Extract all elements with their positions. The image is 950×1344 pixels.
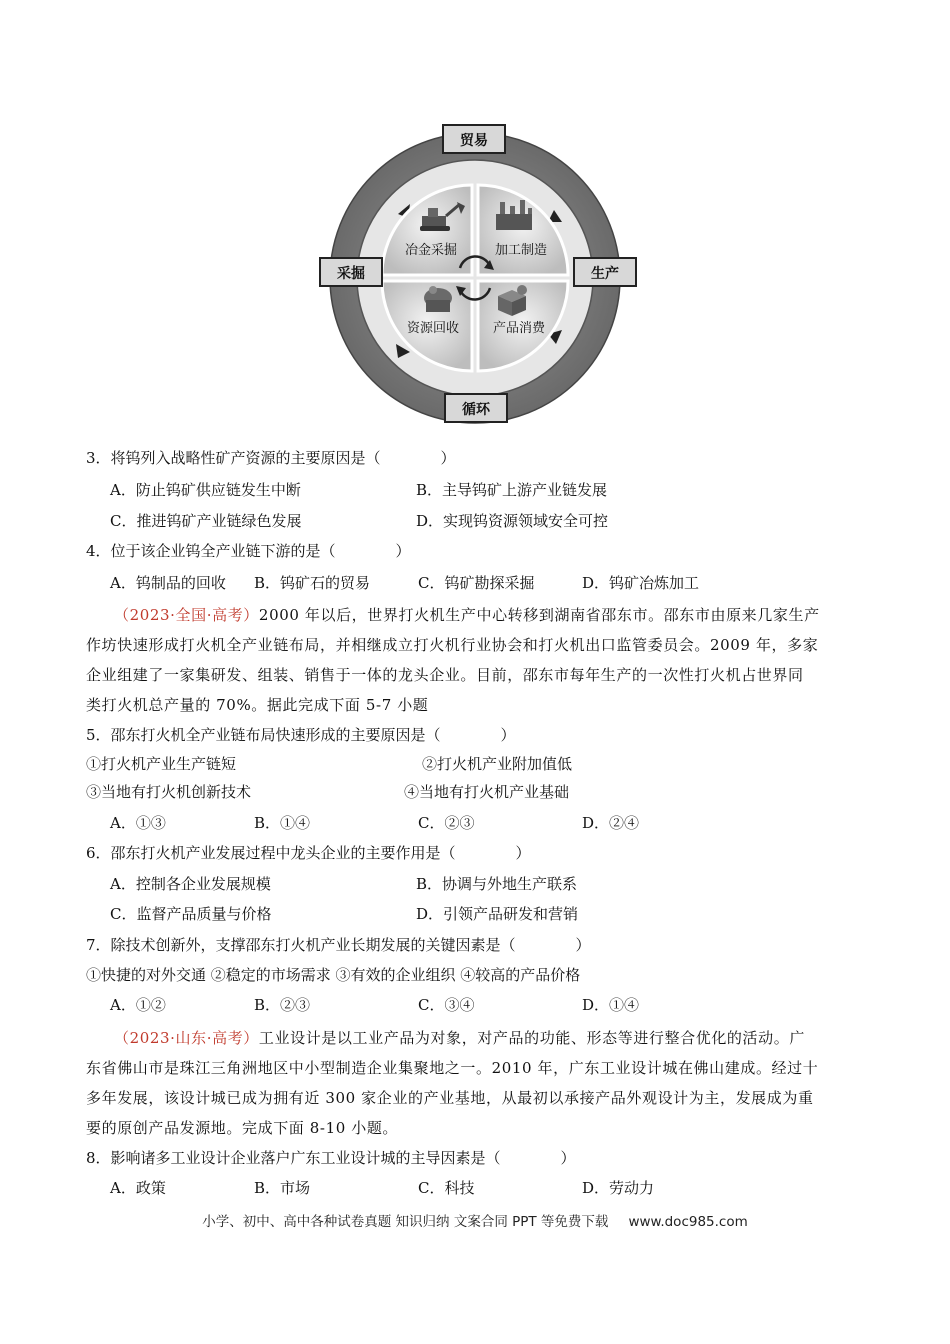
footer-url[interactable]: www.doc985.com [628, 1214, 748, 1230]
q6-stem: 6．邵东打火机产业发展过程中龙头企业的主要作用是（ ） [86, 844, 531, 862]
q5-option-a[interactable]: A．①③ [110, 814, 166, 832]
q8-option-a[interactable]: A．政策 [110, 1179, 166, 1197]
page-footer [0, 1210, 950, 1230]
q5-option-c[interactable]: C．②③ [418, 814, 475, 832]
passage2-line3: 多年发展，该设计城已成为拥有近 300 家企业的产业基地，从最初以承接产品外观设计为主，发展成为重 [86, 1089, 814, 1107]
passage1-line2: 作坊快速形成打火机全产业链布局，并相继成立打火机行业协会和打火机出口监管委员会。2009 年，多家 [86, 636, 819, 654]
q8-option-b[interactable]: B．市场 [254, 1179, 311, 1197]
q5-stem: 5．邵东打火机全产业链布局快速形成的主要原因是（ ） [86, 726, 516, 744]
quadrant-label-br: 产品消费 [492, 321, 546, 336]
q3-option-d[interactable]: D．实现钨资源领域安全可控 [416, 512, 609, 530]
q7-option-b[interactable]: B．②③ [254, 996, 311, 1014]
q6-option-a[interactable]: A．控制各企业发展规模 [110, 875, 271, 893]
q5-statement-2: ②打火机产业附加值低 [422, 755, 573, 773]
tag-top [443, 125, 505, 153]
q7-option-d[interactable]: D．①④ [582, 996, 640, 1014]
q3-option-a[interactable]: A．防止钨矿供应链发生中断 [110, 481, 301, 499]
q5-option-b[interactable]: B．①④ [254, 814, 311, 832]
q3-option-c[interactable]: C．推进钨矿产业链绿色发展 [110, 512, 302, 530]
passage1-line3: 企业组建了一家集研发、组装、销售于一体的龙头企业。目前，邵东市每年生产的一次性打火机占世界同 [86, 666, 804, 684]
q6-option-b[interactable]: B．协调与外地生产联系 [416, 875, 578, 893]
tag-bottom [445, 394, 507, 422]
q8-option-d[interactable]: D．劳动力 [582, 1179, 655, 1197]
passage1-line1: （2023·全国·高考）2000 年以后，世界打火机生产中心转移到湖南省邵东市。邵东市由原来几家生产 [114, 606, 820, 624]
q5-statement-4: ④当地有打火机产业基础 [404, 783, 570, 801]
q4-option-d[interactable]: D．钨矿冶炼加工 [582, 574, 700, 592]
passage1-line4: 类打火机总产量的 70%。据此完成下面 5-7 小题 [86, 696, 429, 714]
q7-option-c[interactable]: C．③④ [418, 996, 475, 1014]
passage2-line2: 东省佛山市是珠江三角洲地区中小型制造企业集聚地之一。2010 年，广东工业设计城在佛山建成。经过十 [86, 1059, 819, 1077]
q5-option-d[interactable]: D．②④ [582, 814, 640, 832]
tag-left [320, 258, 382, 286]
quadrant-label-tl: 冶金采掘 [404, 243, 458, 258]
q8-stem: 8．影响诸多工业设计企业落户广东工业设计城的主导因素是（ ） [86, 1149, 576, 1167]
svg-text:生产: 生产 [591, 266, 619, 282]
q7-statements: ①快捷的对外交通 ②稳定的市场需求 ③有效的企业组织 ④较高的产品价格 [86, 966, 581, 984]
quadrant-label-bl: 资源回收 [406, 321, 460, 336]
industry-chain-figure [300, 118, 650, 438]
q4-option-c[interactable]: C．钨矿勘探采掘 [418, 574, 535, 592]
tag-right [574, 258, 636, 286]
q7-option-a[interactable]: A．①② [110, 996, 166, 1014]
passage2-line1: （2023·山东·高考）工业设计是以工业产品为对象，对产品的功能、形态等进行整合优化的活动。广 [114, 1029, 805, 1047]
passage1-source: （2023·全国·高考） [114, 606, 259, 624]
q6-option-d[interactable]: D．引领产品研发和营销 [416, 905, 579, 923]
q6-option-c[interactable]: C．监督产品质量与价格 [110, 905, 272, 923]
passage2-line4: 要的原创产品发源地。完成下面 8-10 小题。 [86, 1119, 399, 1137]
q5-statement-1: ①打火机产业生产链短 [86, 755, 237, 773]
q4-stem: 4．位于该企业钨全产业链下游的是（ ） [86, 542, 411, 560]
svg-text:采掘: 采掘 [337, 266, 365, 282]
passage2-source: （2023·山东·高考） [114, 1029, 259, 1047]
quadrant-label-tr: 加工制造 [494, 243, 548, 258]
q7-stem: 7．除技术创新外，支撑邵东打火机产业长期发展的关键因素是（ ） [86, 936, 591, 954]
svg-text:贸易: 贸易 [460, 133, 488, 149]
q3-option-b[interactable]: B．主导钨矿上游产业链发展 [416, 481, 608, 499]
footer-text: 小学、初中、高中各种试卷真题 知识归纳 文案合同 PPT 等免费下载 [202, 1214, 609, 1230]
svg-text:循环: 循环 [462, 402, 490, 418]
q5-statement-3: ③当地有打火机创新技术 [86, 783, 252, 801]
q8-option-c[interactable]: C．科技 [418, 1179, 475, 1197]
q3-stem: 3．将钨列入战略性矿产资源的主要原因是（ ） [86, 449, 456, 467]
q4-option-b[interactable]: B．钨矿石的贸易 [254, 574, 371, 592]
q4-option-a[interactable]: A．钨制品的回收 [110, 574, 226, 592]
